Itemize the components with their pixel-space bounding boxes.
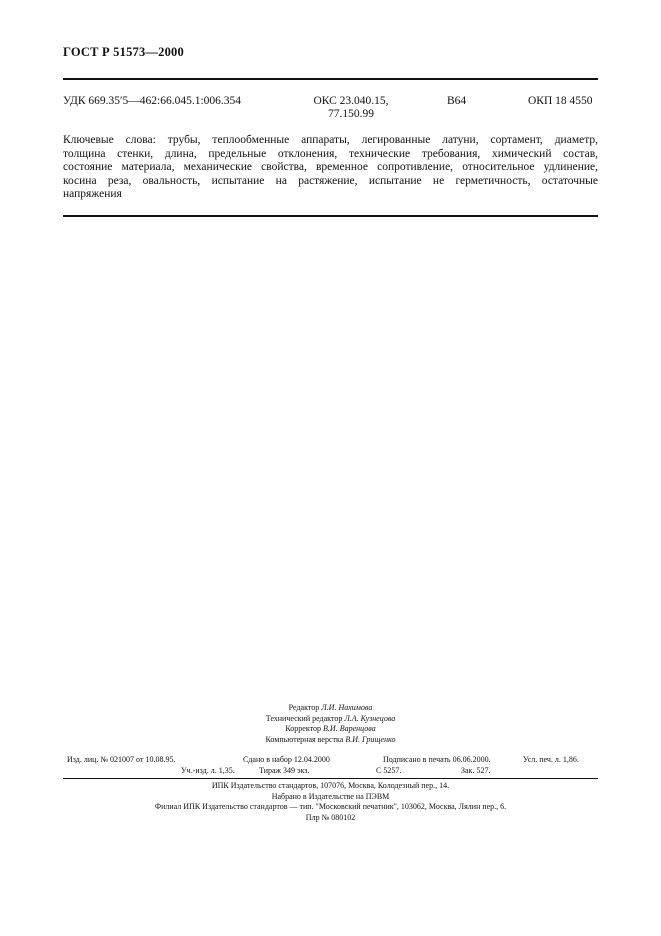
credit-corrector-name: В.И. Варенцова (323, 724, 376, 733)
imprint-divider (63, 778, 598, 779)
credit-layout (63, 735, 598, 746)
keywords-divider (63, 215, 598, 217)
credits-block (63, 703, 598, 745)
publisher-line-4: Плр № 080102 (305, 812, 356, 822)
udk-code: УДК 669.35′5—462:66.045.1:006.354 (63, 95, 242, 107)
imprint-edit-sheets: Уч.-изд. л. 1,35. (181, 766, 235, 775)
keywords-line-1: Ключевые слова: трубы, теплообменные аппараты, легированные латуни, сортамент, диаметр, (63, 134, 598, 146)
credit-corrector-role: Корректор (285, 724, 322, 733)
imprint-order-c: С 5257. (376, 766, 402, 775)
imprint-circulation: Тираж 349 экз. (259, 766, 310, 775)
publisher-line-3: Филиал ИПК Издательство стандартов — тип. "Московский печатник", 103062, Москва, Лялин пер., 6. (154, 802, 507, 811)
credit-tech-editor-name: Л.А. Кузнецова (344, 713, 396, 723)
oks-line-1: ОКС 23.040.15, (313, 95, 389, 107)
credit-editor-name: Л.И. Нахимова (321, 703, 373, 712)
keywords-line-2: толщина стенки, длина, предельные отклонения, технические требования, химический состав, (63, 147, 598, 160)
credit-editor-role: Редактор (288, 703, 320, 712)
credit-tech-editor (63, 714, 598, 725)
imprint-license: Изд. лиц. № 021007 от 10.08.95. (67, 755, 176, 764)
publisher-line-2: Набрано в Издательстве на ПЭВМ (271, 791, 390, 801)
keywords-line-4: косина реза, овальность, испытание на растяжение, испытание не герметичность, остаточные (63, 174, 598, 187)
top-divider (63, 78, 598, 80)
oks-code (306, 95, 396, 121)
keywords-line-5: напряжения (63, 188, 122, 200)
oks-line-2: 77.150.99 (328, 108, 374, 120)
standard-number: ГОСТ Р 51573—2000 (63, 45, 184, 59)
group-code: В64 (447, 95, 467, 107)
credit-layout-role: Компьютерная верстка (265, 734, 344, 744)
keywords-line-3: состояние материала, механические свойства, временное сопротивление, относительное удлинение, (63, 161, 598, 173)
credit-corrector (63, 724, 598, 735)
keywords-block (63, 134, 598, 202)
credit-tech-editor-role: Технический редактор (265, 713, 343, 723)
publisher-block (63, 781, 598, 823)
okp-code: ОКП 18 4550 (528, 95, 593, 107)
credit-layout-name: В.И. Грищенко (345, 734, 396, 744)
imprint-order-z: Зак. 527. (461, 766, 491, 775)
imprint-signed: Подписано в печать 06.06.2000. (383, 755, 491, 764)
publisher-line-1: ИПК Издательство стандартов, 107076, Москва, Колодезный пер., 14. (211, 781, 450, 790)
imprint-typeset: Сдано в набор 12.04.2000 (243, 755, 330, 764)
credit-editor (63, 703, 598, 714)
imprint-print-sheets: Усл. печ. л. 1,86. (523, 755, 579, 764)
